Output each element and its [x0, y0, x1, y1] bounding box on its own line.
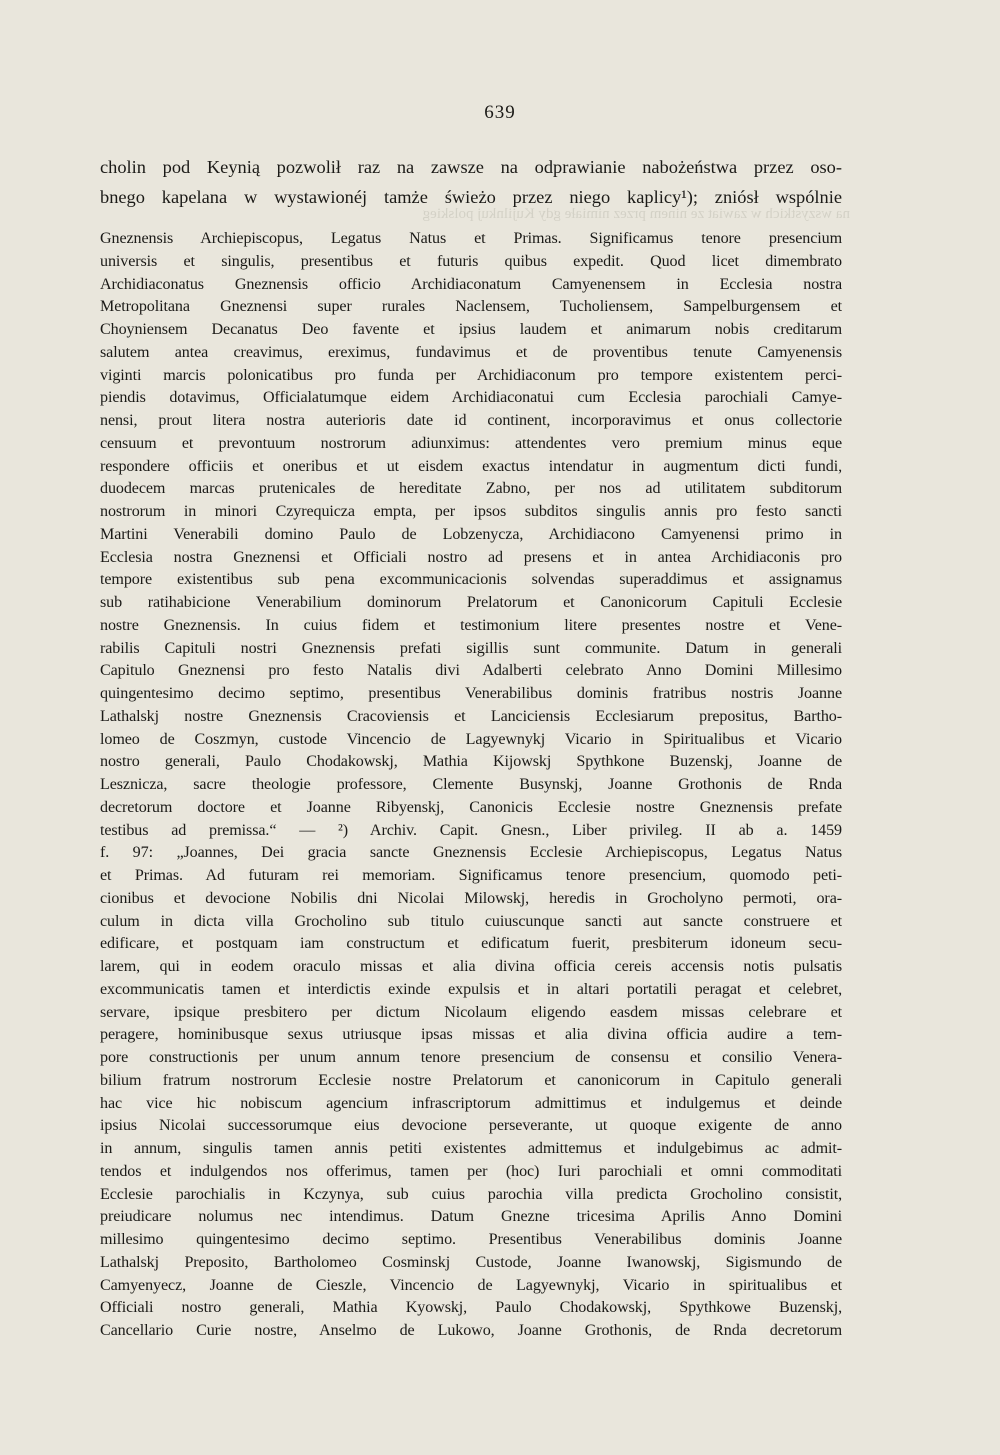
- main-text-line-2: bnego kapelana w wystawionéj tamże świeżo przez niego kaplicy¹); zniósł wspólnie: [100, 187, 842, 207]
- footnote-line-7: viginti marcis polonicatibus pro funda per Archidiaconum pro tempore existentem perci-: [100, 366, 842, 384]
- main-text-line-1: cholin pod Keynią pozwolił raz na zawsze na odprawianie nabożeństwa przez oso-: [100, 157, 842, 177]
- footnote-line-45: millesimo quingentesimo decimo septimo. Presentibus Venerabilibus dominis Joanne: [100, 1231, 842, 1248]
- footnote-line-35: servare, ipsique presbitero per dictum Nicolaum eligendo easdem missas celebrare et: [100, 1003, 842, 1021]
- footnote-line-43: Ecclesie parochialis in Kczynya, sub cuius parochia villa predicta Grocholino consistit,: [100, 1185, 842, 1203]
- footnote-line-37: pore constructionis per unum annum tenore presencium de consensu et consilio Venera-: [100, 1049, 842, 1066]
- footnote-line-42: tendos et indulgendos nos offerimus, tamen per (hoc) Iuri parochiali et omni commoditati: [100, 1162, 842, 1180]
- footnote-line-29: et Primas. Ad futuram rei memoriam. Significamus tenore presencium, quomodo peti-: [100, 867, 842, 884]
- page-number: 639: [484, 102, 516, 123]
- footnote-line-13: nostrorum in minori Czyrequicza empta, per ipsos subditos singulis annis pro festo sancti: [100, 503, 842, 520]
- footnote-line-2: universis et singulis, presentibus et futuris quibus expedit. Quod licet dimembrato: [100, 252, 842, 270]
- footnote-line-23: lomeo de Coszmyn, custode Vincencio de Lagyewnykj Vicario in Spiritualibus et Vicario: [100, 730, 842, 748]
- footnote-line-40: ipsius Nicolai successorumque eius devocione perseverante, ut quoque exigente de anno: [100, 1117, 842, 1135]
- footnote-line-49: Cancellario Curie nostre, Anselmo de Lukowo, Joanne Grothonis, de Rnda decretorum: [100, 1322, 842, 1339]
- footnote-line-12: duodecem marcas prutenicales de hereditate Zabno, per nos ad utilitatem subditorum: [100, 480, 842, 498]
- footnote-line-8: piendis dotavimus, Officialatumque eidem Archidiaconatui cum Ecclesia parochiali Camye-: [100, 389, 842, 407]
- footnote-line-9: nensi, prout litera nostra auterioris date id continent, incorporavimus et onus collectorie: [100, 412, 842, 429]
- footnote-line-1: Gneznensis Archiepiscopus, Legatus Natus et Primas. Significamus tenore presencium: [100, 230, 842, 247]
- footnote-line-46: Lathalskj Preposito, Bartholomeo Cosminskj Custode, Joanne Iwanowskj, Sigismundo de: [100, 1253, 842, 1271]
- main-text-block: [100, 152, 842, 212]
- footnote-line-48: Officiali nostro generali, Mathia Kyowskj, Paulo Chodakowskj, Spythkowe Buzenskj,: [100, 1299, 842, 1317]
- footnote-line-6: salutem antea creavimus, ereximus, fundavimus et de proventibus tenute Camyenensis: [100, 343, 842, 361]
- footnote-line-22: Lathalskj nostre Gneznensis Cracoviensis et Lanciciensis Ecclesiarum prepositus, Barthо-: [100, 707, 842, 725]
- footnote-line-33: larem, qui in eodem oraculo missas et alia divina officia cereis accensis notis pulsatis: [100, 958, 842, 975]
- footnote-line-39: hac vice hic nobiscum agencium infrascriptorum admittimus et indulgemus et deinde: [100, 1094, 842, 1112]
- footnote-line-18: nostre Gneznensis. In cuius fidem et testimonium litere presentes nostre et Vene-: [100, 616, 842, 634]
- footnote-line-32: edificare, et postquam iam constructum et edificatum fuerit, presbiterum idoneum secu-: [100, 935, 842, 953]
- footnote-line-36: peragere, hominibusque sexus utriusque ipsas missas et alia divina officia audire a tem-: [100, 1026, 842, 1044]
- footnote-line-16: tempore existentibus sub pena excommunicacionis solvendas superaddimus et assignamus: [100, 571, 842, 589]
- footnote-line-26: decretorum doctore et Joanne Ribyenskj, Canonicis Ecclesie nostre Gneznensis prefate: [100, 798, 842, 816]
- footnote-line-4: Metropolitana Gneznensi super rurales Naclensem, Tucholiensem, Sampelburgensem et: [100, 298, 842, 316]
- footnote-line-20: Capitulo Gneznensi pro festo Natalis divi Adalberti celebrato Anno Domini Millesimo: [100, 662, 842, 680]
- footnote-line-15: Ecclesia nostra Gneznensi et Officiali nostro ad presens et in antea Archidiaconis pro: [100, 548, 842, 566]
- footnote-line-3: Archidiaconatus Gneznensis officio Archidiaconatum Camyenensem in Ecclesia nostra: [100, 275, 842, 293]
- footnote-line-19: rabilis Capituli nostri Gneznensis prefati sigillis sunt communite. Datum in generali: [100, 639, 842, 657]
- footnote-line-5: Choyniensem Decanatus Deo favente et ipsius laudem et animarum nobis creditarum: [100, 321, 842, 338]
- footnote-line-41: in annum, singulis tamen annis petiti existentes admittemus et indulgebimus ac admit-: [100, 1140, 842, 1157]
- footnote-line-38: bilium fratrum nostrorum Ecclesie nostre Prelatorum et canonicorum in Capitulo generali: [100, 1071, 842, 1089]
- footnote-line-11: respondere officiis et oneribus et ut eisdem exactus intendatur in augmentum dicti fundi,: [100, 457, 842, 475]
- footnote-line-17: sub ratihabicione Venerabilium dominorum Prelatorum et Canonicorum Capituli Ecclesie: [100, 594, 842, 611]
- footnote-line-10: censuum et prevontuum nostrorum adiunximus: attendentes vero premium minus eque: [100, 434, 842, 452]
- bleed-through-text: na wszystkich w zawiat ze ninem przez nimiałe gdy Kujilnkuj polskieg: [422, 206, 850, 222]
- footnote-line-28: f. 97: „Joannes, Dei gracia sancte Gneznensis Ecclesie Archiepiscopus, Legatus Natus: [100, 844, 842, 862]
- footnote-line-25: Lesznicza, sacre theologie professore, Clemente Busynskj, Joanne Grothonis de Rnda: [100, 776, 842, 793]
- footnote-line-31: culum in dicta villa Grocholino sub titulo cuiuscunque sancti aut sancte construere et: [100, 912, 842, 930]
- footnote-block: [100, 228, 842, 1343]
- footnote-line-14: Martini Venerabili domino Paulo de Lobzenycza, Archidiacono Camyenensi primo in: [100, 525, 842, 543]
- footnote-line-24: nostro generali, Paulo Chodakowskj, Mathia Kijowskj Spythkone Buzenskj, Joanne de: [100, 753, 842, 771]
- footnote-line-47: Camyenyecz, Joanne de Cieszle, Vincencio de Lagyewnykj, Vicario in spiritualibus et: [100, 1276, 842, 1294]
- footnote-line-34: excommunicatis tamen et interdictis exinde expulsis et in altari portatili peragat et celebret,: [100, 980, 842, 998]
- footnote-line-30: cionibus et devocione Nobilis dni Nicolai Milowskj, heredis in Grocholyno permoti, ora-: [100, 889, 842, 907]
- footnote-line-44: preiudicare nolumus nec intendimus. Datum Gnezne tricesima Aprilis Anno Domini: [100, 1208, 842, 1226]
- footnote-line-21: quingentesimo decimo septimo, presentibus Venerabilibus dominis fratribus nostris Joanne: [100, 685, 842, 702]
- footnote-line-27: testibus ad premissa.“ — ²) Archiv. Capit. Gnesn., Liber privileg. II ab a. 1459: [100, 821, 842, 839]
